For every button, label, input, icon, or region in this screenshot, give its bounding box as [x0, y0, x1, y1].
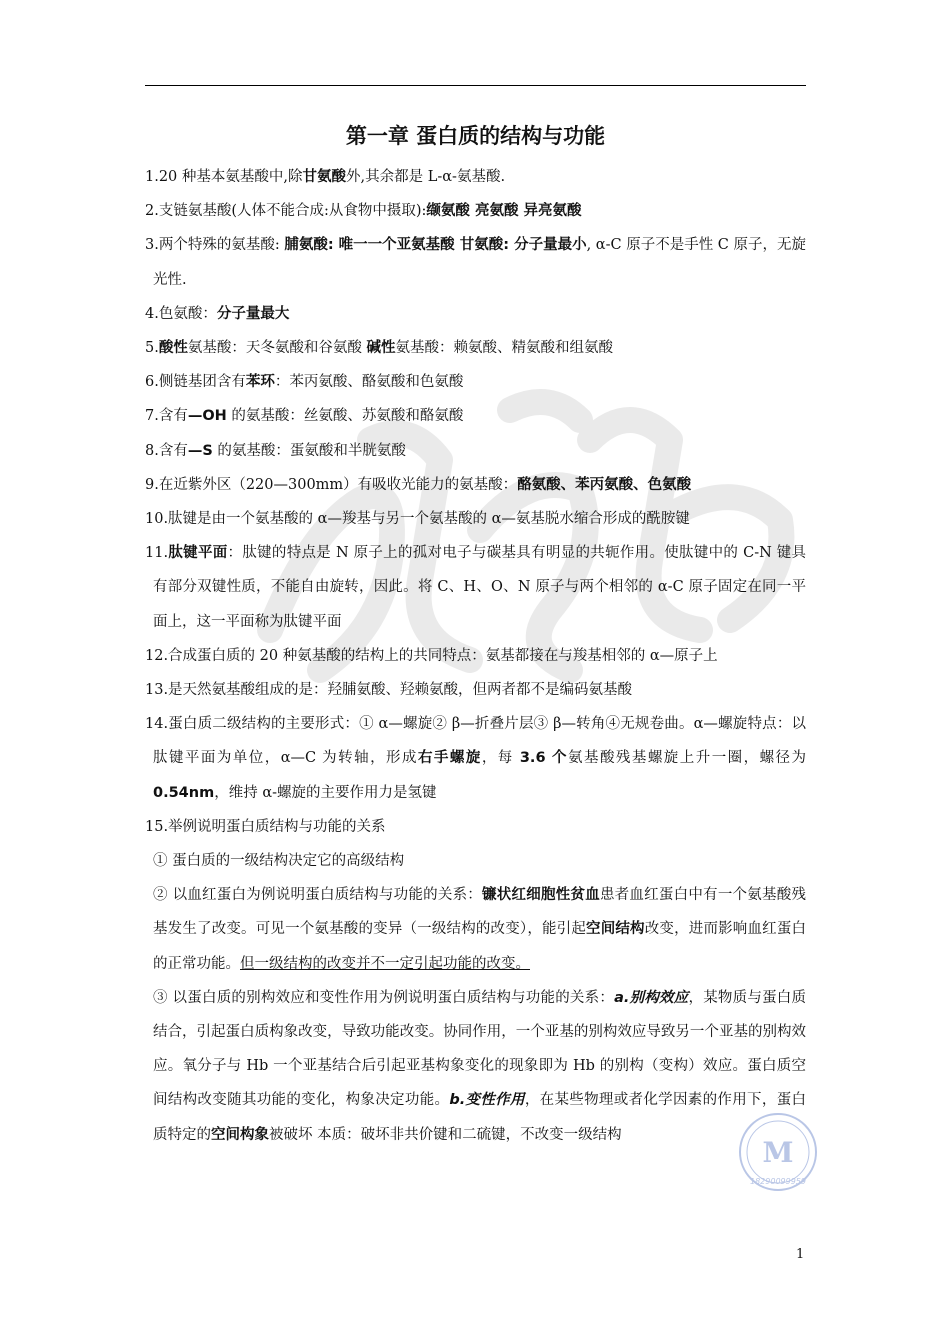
- emphasis-text: 苯环: [245, 374, 275, 391]
- sub-list-item: [145, 878, 806, 981]
- text-segment: 14.蛋白质二级结构的主要形式：① α—螺旋② β—折叠片层③ β—转角④无规卷曲。α—螺旋特点：以肽键平面为单位，α—C 为转轴，形成: [145, 716, 806, 767]
- text-segment: 外,其余都是 L-α-氨基酸.: [346, 169, 506, 185]
- text-segment: ，在某些物理或者化学因素的作用下，蛋白质特定的: [153, 1092, 807, 1143]
- text-segment: 1.20 种基本氨基酸中,除: [145, 169, 303, 185]
- list-item: [145, 810, 806, 844]
- emphasis-text: 分子量最大: [216, 305, 290, 322]
- text-segment: 氨基酸：天冬氨酸和谷氨酸: [187, 340, 367, 357]
- sub-list-item: [145, 844, 806, 878]
- emphasis-text: 酸性: [158, 340, 188, 357]
- text-segment: 氨基酸残基螺旋上升一圈，螺径为: [568, 750, 807, 767]
- emphasis-text: 空间结构: [586, 921, 645, 938]
- emphasis-text: 镰状红细胞性贫血: [482, 887, 600, 904]
- text-segment: 7.含有: [145, 408, 188, 425]
- list-item: [145, 673, 806, 707]
- text-segment: 的氨基酸：丝氨酸、苏氨酸和酪氨酸: [226, 408, 464, 425]
- emphasis-text: 3.6 个: [519, 750, 569, 767]
- text-segment: 13.是天然氨基酸组成的是：羟脯氨酸、羟赖氨酸，但两者都不是编码氨基酸: [145, 682, 633, 699]
- page-title: 第一章 蛋白质的结构与功能: [345, 124, 606, 148]
- text-segment: 10.肽键是由一个氨基酸的 α—羧基与另一个氨基酸的 α—氨基脱水缩合形成的酰胺键: [145, 511, 690, 528]
- header-rule: [145, 85, 806, 86]
- text-segment: ：苯丙氨酸、酪氨酸和色氨酸: [274, 374, 464, 391]
- list-item: [145, 536, 806, 639]
- text-segment: 的氨基酸：蛋氨酸和半胱氨酸: [212, 442, 406, 459]
- emphasis-text: 酪氨酸、苯丙氨酸、色氨酸: [517, 476, 692, 493]
- emphasis-text: 肽键平面: [168, 545, 228, 562]
- svg-text:18290099959: 18290099959: [750, 1177, 806, 1186]
- list-item: [145, 707, 806, 810]
- text-segment: 3.两个特殊的氨基酸:: [145, 237, 285, 254]
- text-segment: ：肽键的特点是 N 原子上的孤对电子与碳基具有明显的共轭作用。使肽键中的 C-N 键具有部分双键性质，不能自由旋转，因此。将 C、H、O、N 原子与两个相邻的 α-C 原子固定在同一平面上，这一平面称为肽键平面: [153, 545, 806, 630]
- text-segment: 11.: [145, 545, 169, 562]
- text-segment: ② 以血红蛋白为例说明蛋白质结构与功能的关系：: [153, 887, 483, 904]
- emphasis-text: a.别构效应: [614, 989, 689, 1006]
- emphasis-text: —S: [187, 442, 213, 459]
- text-segment: 被破坏 本质：破坏非共价键和二硫键，不改变一级结构: [269, 1126, 622, 1143]
- emphasis-text: 甘氨酸: [302, 169, 347, 185]
- text-segment: ，每: [481, 750, 520, 767]
- emphasis-text: 碱性: [366, 340, 396, 357]
- text-segment: 4.色氨酸：: [145, 305, 217, 322]
- list-item: [145, 399, 806, 433]
- text-segment: 8.含有: [145, 442, 188, 459]
- sub-list-item: [145, 981, 806, 1152]
- svg-text:M: M: [762, 1136, 794, 1169]
- list-item: [145, 639, 806, 673]
- emphasis-text: 脯氨酸: 唯一一个亚氨基酸 甘氨酸: 分子量最小: [284, 237, 587, 254]
- text-segment: ，维持 α-螺旋的主要作用力是氢键: [214, 784, 437, 801]
- page-number: 1: [796, 1247, 805, 1262]
- list-item: [145, 160, 806, 194]
- list-item: [145, 331, 806, 365]
- text-segment: 9.在近紫外区（220—300mm）有吸收光能力的氨基酸：: [145, 476, 518, 493]
- emphasis-text: 0.54nm: [153, 784, 215, 801]
- text-segment: ③ 以蛋白质的别构效应和变性作用为例说明蛋白质结构与功能的关系：: [153, 989, 615, 1006]
- text-segment: 12.合成蛋白质的 20 种氨基酸的结构上的共同特点：氨基都接在与羧基相邻的 α—原子上: [145, 647, 718, 664]
- list-item: [145, 194, 806, 228]
- list-item: [145, 365, 806, 399]
- list-item: [145, 468, 806, 502]
- text-segment: 2.支链氨基酸(人体不能合成:从食物中摄取):: [145, 203, 427, 220]
- emphasis-text: 空间构象: [211, 1126, 269, 1143]
- text-segment: 6.侧链基团含有: [145, 374, 246, 391]
- list-item: [145, 297, 806, 331]
- emphasis-text: 右手螺旋: [417, 750, 482, 767]
- emphasis-text: 缬氨酸 亮氨酸 异亮氨酸: [426, 203, 582, 220]
- text-segment: 氨基酸：赖氨酸、精氨酸和组氨酸: [395, 340, 613, 357]
- text-segment: , α-C 原子不是手性 C 原子，无旋光性.: [153, 237, 807, 288]
- text-segment: 5.: [145, 340, 159, 357]
- list-item: [145, 434, 806, 468]
- text-segment: ① 蛋白质的一级结构决定它的高级结构: [153, 853, 405, 870]
- text-segment: ，某物质与蛋白质结合，引起蛋白质构象改变，导致功能改变。协同作用，一个亚基的别构效应导致另一个亚基的别构效应。氧分子与 Hb 一个亚基结合后引起亚基构象变化的现象即为 Hb 的别构（变构）效应。蛋白质空间结构改变随其功能的变化，构象决定功能。: [153, 989, 807, 1109]
- document-body: [145, 120, 806, 1152]
- text-segment: 改变，进而影响血红蛋白的正常功能。: [153, 921, 807, 972]
- list-item: [145, 228, 806, 296]
- text-segment: 15.举例说明蛋白质结构与功能的关系: [145, 818, 386, 835]
- emphasis-text: b.变性作用: [449, 1092, 525, 1109]
- emphasis-text: —OH: [187, 408, 227, 425]
- list-item: [145, 502, 806, 536]
- numbered-list: [145, 160, 806, 1152]
- emphasis-text: 但一级结构的改变并不一定引起功能的改变。: [240, 955, 530, 972]
- text-segment: 患者血红蛋白中有一个氨基酸残基发生了改变。可见一个氨基酸的变异（一级结构的改变），能引起: [153, 887, 807, 938]
